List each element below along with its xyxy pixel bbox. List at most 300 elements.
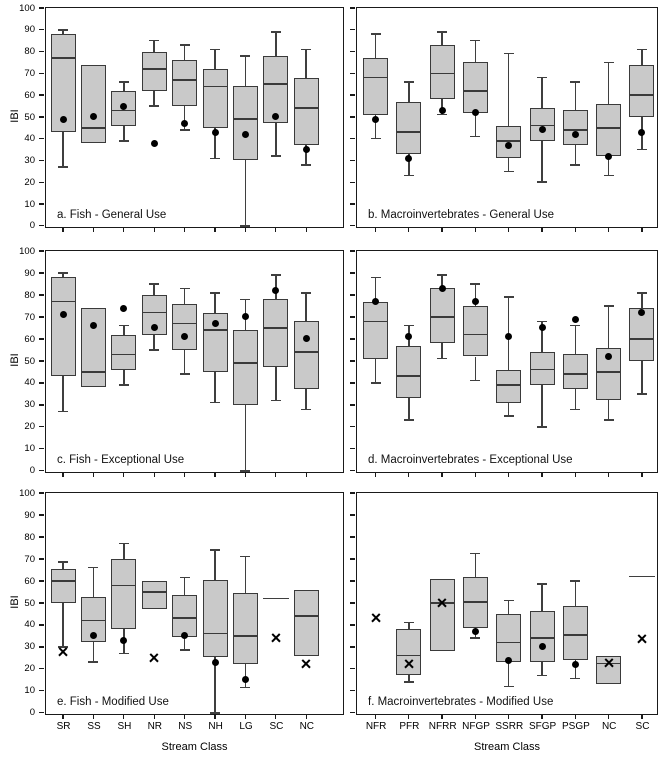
y-tick	[39, 558, 44, 559]
lower-whisker-cap	[240, 470, 250, 472]
x-axis-title-stream-class-right: Stream Class	[473, 741, 541, 753]
upper-whisker	[608, 306, 610, 348]
mean-dot-marker	[505, 333, 512, 340]
x-tick	[245, 472, 246, 477]
median-line	[530, 369, 555, 371]
y-tick-label: 70	[24, 67, 35, 79]
y-tick	[350, 492, 355, 493]
x-tick-label: SH	[117, 721, 132, 732]
y-tick	[350, 580, 355, 581]
x-marker	[604, 659, 613, 668]
upper-whisker	[153, 284, 155, 295]
y-tick	[350, 426, 355, 427]
upper-whisker	[508, 601, 510, 614]
y-tick	[350, 338, 355, 339]
x-tick	[214, 227, 215, 232]
x-marker	[438, 598, 447, 607]
mean-dot-marker	[212, 129, 219, 136]
lower-whisker	[93, 642, 95, 662]
upper-whisker-cap	[504, 296, 514, 298]
upper-whisker	[123, 544, 125, 559]
mean-dot-marker	[212, 659, 219, 666]
x-tick-label: SFGP	[528, 721, 557, 732]
upper-whisker-cap	[119, 81, 129, 83]
y-tick	[39, 448, 44, 449]
y-tick	[350, 602, 355, 603]
median-line	[263, 83, 288, 85]
lower-whisker-cap	[149, 349, 159, 351]
y-tick	[39, 624, 44, 625]
x-tick-label: NS	[178, 721, 193, 732]
lower-whisker	[541, 141, 543, 182]
lower-whisker	[441, 343, 443, 358]
x-tick	[441, 472, 442, 477]
lower-whisker-cap	[404, 419, 414, 421]
y-tick	[350, 470, 355, 471]
lower-whisker	[575, 389, 577, 409]
x-tick-label: NR	[147, 721, 163, 732]
y-tick-label: 0	[29, 707, 35, 719]
lower-whisker-cap	[437, 358, 447, 360]
lower-whisker-cap	[180, 129, 190, 131]
mean-dot-marker	[572, 661, 579, 668]
y-tick	[39, 316, 44, 317]
lower-whisker-cap	[570, 678, 580, 680]
lower-whisker-cap	[301, 164, 311, 166]
upper-whisker-cap	[371, 33, 381, 35]
mean-dot-marker	[472, 628, 479, 635]
lower-whisker-cap	[149, 105, 159, 107]
median-line	[263, 327, 288, 329]
upper-whisker-cap	[570, 325, 580, 327]
upper-whisker-cap	[537, 77, 547, 79]
lower-whisker-cap	[637, 149, 647, 151]
mean-dot-marker	[439, 285, 446, 292]
x-marker	[59, 648, 68, 657]
mean-dot-marker	[120, 305, 127, 312]
iqr-box	[263, 299, 288, 367]
x-marker	[302, 660, 311, 669]
upper-whisker	[184, 45, 186, 60]
x-tick	[306, 714, 307, 719]
upper-whisker-cap	[537, 583, 547, 585]
median-line	[203, 633, 228, 635]
iqr-box	[142, 581, 167, 610]
y-tick	[350, 138, 355, 139]
lower-whisker	[541, 385, 543, 427]
mean-dot-marker	[181, 632, 188, 639]
lower-whisker	[62, 376, 64, 411]
upper-whisker	[541, 584, 543, 610]
x-marker	[371, 614, 380, 623]
x-tick	[93, 714, 94, 719]
x-tick	[575, 714, 576, 719]
lower-whisker	[62, 603, 64, 647]
upper-whisker-cap	[180, 44, 190, 46]
y-tick	[39, 29, 44, 30]
panel-f-macro-modified	[356, 492, 658, 715]
y-tick	[39, 668, 44, 669]
median-line	[142, 312, 167, 314]
median-line	[363, 321, 388, 323]
y-tick	[39, 536, 44, 537]
mean-dot-marker	[572, 131, 579, 138]
median-line	[172, 79, 197, 81]
median-line	[233, 362, 258, 364]
x-tick-label: SS	[87, 721, 101, 732]
y-tick	[39, 514, 44, 515]
upper-whisker	[441, 32, 443, 45]
x-tick-label: NFR	[365, 721, 387, 732]
y-tick-label: 60	[24, 333, 35, 345]
median-line	[294, 351, 319, 353]
upper-whisker-cap	[119, 325, 129, 327]
mean-dot-marker	[572, 316, 579, 323]
y-tick	[39, 138, 44, 139]
iqr-box	[172, 595, 197, 637]
y-tick-label: 60	[24, 575, 35, 587]
upper-whisker	[245, 557, 247, 593]
y-tick	[39, 203, 44, 204]
y-axis-title-ibi-top: IBI	[9, 108, 21, 123]
y-tick-label: 50	[24, 111, 35, 123]
x-marker	[271, 634, 280, 643]
mean-dot-marker	[242, 313, 249, 320]
lower-whisker-cap	[180, 649, 190, 651]
mean-dot-marker	[472, 109, 479, 116]
upper-whisker-cap	[58, 561, 68, 563]
lower-whisker-cap	[271, 155, 281, 157]
x-tick	[641, 472, 642, 477]
lower-whisker	[608, 400, 610, 420]
upper-whisker-cap	[240, 299, 250, 301]
lower-whisker	[123, 370, 125, 385]
lower-whisker-cap	[180, 373, 190, 375]
y-tick	[350, 51, 355, 52]
mean-dot-marker	[242, 131, 249, 138]
panel-e-fish-modified	[45, 492, 344, 715]
lower-whisker-cap	[210, 402, 220, 404]
lower-whisker-cap	[604, 175, 614, 177]
median-line	[81, 127, 106, 129]
upper-whisker-cap	[271, 274, 281, 276]
upper-whisker-cap	[58, 272, 68, 274]
panel-title: f. Macroinvertebrates - Modified Use	[368, 696, 554, 708]
panel-title: a. Fish - General Use	[57, 209, 167, 221]
upper-whisker	[305, 293, 307, 322]
lower-whisker	[245, 405, 247, 471]
mean-dot-marker	[505, 657, 512, 664]
x-tick	[93, 472, 94, 477]
median-line	[363, 77, 388, 79]
panel-title: c. Fish - Exceptional Use	[57, 454, 185, 466]
upper-whisker	[641, 293, 643, 308]
y-tick-label: 40	[24, 619, 35, 631]
lower-whisker-cap	[570, 409, 580, 411]
x-tick	[93, 227, 94, 232]
mean-dot-marker	[120, 103, 127, 110]
iqr-box	[294, 321, 319, 389]
iqr-box	[203, 69, 228, 128]
x-tick	[608, 227, 609, 232]
x-tick-label: NH	[208, 721, 223, 732]
y-tick	[350, 382, 355, 383]
upper-whisker-cap	[637, 292, 647, 294]
x-tick	[541, 714, 542, 719]
mean-dot-marker	[60, 311, 67, 318]
median-line	[142, 68, 167, 70]
y-tick	[39, 338, 44, 339]
lower-whisker-cap	[119, 140, 129, 142]
y-tick	[350, 690, 355, 691]
median-line	[396, 655, 421, 657]
lower-whisker	[275, 123, 277, 156]
upper-whisker-cap	[149, 40, 159, 42]
upper-whisker-cap	[149, 283, 159, 285]
upper-whisker	[305, 49, 307, 77]
upper-whisker-cap	[119, 543, 129, 545]
upper-whisker-cap	[371, 277, 381, 279]
y-tick	[350, 29, 355, 30]
x-tick	[441, 227, 442, 232]
y-tick	[350, 182, 355, 183]
upper-whisker	[214, 49, 216, 69]
median-line	[496, 384, 521, 386]
x-tick-label: NC	[601, 721, 617, 732]
x-tick	[608, 472, 609, 477]
x-tick-label: SSRR	[495, 721, 524, 732]
panel-c-fish-exceptional	[45, 250, 344, 473]
y-tick-label: 30	[24, 399, 35, 411]
y-tick	[39, 51, 44, 52]
single-value-line	[263, 598, 289, 600]
lower-whisker	[153, 91, 155, 106]
lower-whisker-cap	[470, 136, 480, 138]
y-tick	[350, 668, 355, 669]
y-tick	[39, 602, 44, 603]
x-tick	[608, 714, 609, 719]
upper-whisker-cap	[180, 288, 190, 290]
y-tick	[39, 294, 44, 295]
lower-whisker-cap	[504, 415, 514, 417]
y-tick	[350, 558, 355, 559]
y-tick	[39, 73, 44, 74]
lower-whisker-cap	[470, 637, 480, 639]
upper-whisker-cap	[504, 600, 514, 602]
x-tick-label: SC	[269, 721, 284, 732]
x-tick	[408, 227, 409, 232]
median-line	[430, 316, 455, 318]
median-line	[51, 301, 76, 303]
iqr-box	[51, 277, 76, 376]
iqr-box	[233, 593, 258, 664]
mean-dot-marker	[539, 643, 546, 650]
x-tick	[575, 472, 576, 477]
mean-dot-marker	[439, 107, 446, 114]
mean-dot-marker	[272, 287, 279, 294]
upper-whisker-cap	[240, 55, 250, 57]
upper-whisker-cap	[470, 40, 480, 42]
lower-whisker-cap	[271, 400, 281, 402]
y-tick	[39, 225, 44, 226]
median-line	[233, 635, 258, 637]
y-tick	[350, 73, 355, 74]
y-tick	[39, 712, 44, 713]
upper-whisker	[475, 553, 477, 576]
x-tick	[123, 227, 124, 232]
y-tick	[39, 160, 44, 161]
y-tick-label: 10	[24, 685, 35, 697]
iqr-box	[294, 78, 319, 146]
lower-whisker	[305, 389, 307, 409]
y-tick	[39, 404, 44, 405]
upper-whisker	[93, 568, 95, 598]
median-line	[51, 580, 76, 582]
lower-whisker-cap	[240, 687, 250, 689]
lower-whisker-cap	[504, 686, 514, 688]
median-line	[203, 329, 228, 331]
median-line	[294, 615, 319, 617]
lower-whisker-cap	[119, 653, 129, 655]
x-tick-label: LG	[239, 721, 253, 732]
y-tick-label: 20	[24, 663, 35, 675]
y-tick	[39, 94, 44, 95]
upper-whisker-cap	[88, 567, 98, 569]
upper-whisker	[214, 550, 216, 580]
lower-whisker-cap	[210, 158, 220, 160]
upper-whisker	[575, 82, 577, 110]
x-tick-label: PSGP	[561, 721, 590, 732]
upper-whisker-cap	[58, 29, 68, 31]
mean-dot-marker	[372, 298, 379, 305]
y-tick	[39, 250, 44, 251]
upper-whisker-cap	[470, 283, 480, 285]
median-line	[430, 73, 455, 75]
y-tick-label: 40	[24, 377, 35, 389]
upper-whisker-cap	[404, 81, 414, 83]
x-tick	[245, 227, 246, 232]
lower-whisker	[245, 160, 247, 225]
upper-whisker	[184, 578, 186, 596]
y-tick	[350, 250, 355, 251]
lower-whisker	[408, 398, 410, 420]
iqr-box	[203, 580, 228, 657]
y-tick-label: 30	[24, 641, 35, 653]
mean-dot-marker	[539, 324, 546, 331]
x-tick	[475, 714, 476, 719]
iqr-box	[111, 559, 136, 629]
y-tick	[350, 116, 355, 117]
y-tick	[350, 7, 355, 8]
x-tick-label: SC	[635, 721, 650, 732]
x-tick	[375, 472, 376, 477]
y-tick	[39, 360, 44, 361]
y-tick	[39, 116, 44, 117]
median-line	[111, 354, 136, 356]
median-line	[463, 334, 488, 336]
lower-whisker	[275, 367, 277, 400]
lower-whisker-cap	[88, 661, 98, 663]
lower-whisker	[475, 357, 477, 381]
y-tick	[350, 646, 355, 647]
lower-whisker-cap	[537, 181, 547, 183]
y-tick	[350, 160, 355, 161]
lower-whisker	[214, 372, 216, 403]
lower-whisker	[508, 158, 510, 171]
x-tick	[575, 227, 576, 232]
y-tick-label: 10	[24, 443, 35, 455]
upper-whisker-cap	[604, 305, 614, 307]
x-tick	[154, 472, 155, 477]
median-line	[172, 323, 197, 325]
x-tick-label: SR	[56, 721, 71, 732]
median-line	[142, 591, 167, 593]
median-line	[563, 634, 588, 636]
x-tick	[245, 714, 246, 719]
y-tick	[39, 580, 44, 581]
y-tick	[350, 712, 355, 713]
x-tick	[475, 227, 476, 232]
lower-whisker-cap	[470, 380, 480, 382]
panel-b-macro-general	[356, 7, 658, 228]
upper-whisker	[214, 293, 216, 313]
mean-dot-marker	[605, 153, 612, 160]
upper-whisker-cap	[437, 274, 447, 276]
y-tick	[39, 272, 44, 273]
median-line	[629, 94, 654, 96]
upper-whisker-cap	[437, 31, 447, 33]
lower-whisker	[123, 126, 125, 141]
x-tick	[62, 714, 63, 719]
upper-whisker	[508, 54, 510, 126]
x-tick	[508, 472, 509, 477]
y-tick	[350, 94, 355, 95]
y-tick-label: 70	[24, 553, 35, 565]
upper-whisker-cap	[637, 49, 647, 51]
median-line	[51, 57, 76, 59]
lower-whisker	[641, 361, 643, 394]
mean-dot-marker	[638, 129, 645, 136]
iqr-box	[363, 302, 388, 359]
upper-whisker-cap	[210, 49, 220, 51]
upper-whisker-cap	[604, 62, 614, 64]
lower-whisker-cap	[570, 164, 580, 166]
x-tick	[275, 472, 276, 477]
y-tick-label: 90	[24, 24, 35, 36]
x-tick	[375, 227, 376, 232]
iqr-box	[496, 370, 521, 403]
upper-whisker-cap	[271, 31, 281, 33]
iqr-box	[51, 569, 76, 603]
lower-whisker	[153, 335, 155, 350]
x-tick	[275, 714, 276, 719]
y-tick-label: 40	[24, 133, 35, 145]
x-tick	[275, 227, 276, 232]
y-tick-label: 100	[19, 487, 35, 499]
lower-whisker	[541, 662, 543, 675]
x-tick	[475, 472, 476, 477]
upper-whisker	[575, 326, 577, 355]
upper-whisker	[408, 623, 410, 630]
x-tick	[62, 227, 63, 232]
x-tick	[441, 714, 442, 719]
y-tick	[350, 360, 355, 361]
mean-dot-marker	[505, 142, 512, 149]
y-axis-title-ibi-middle: IBI	[9, 352, 21, 367]
lower-whisker-cap	[537, 426, 547, 428]
upper-whisker-cap	[537, 321, 547, 323]
mean-dot-marker	[372, 116, 379, 123]
